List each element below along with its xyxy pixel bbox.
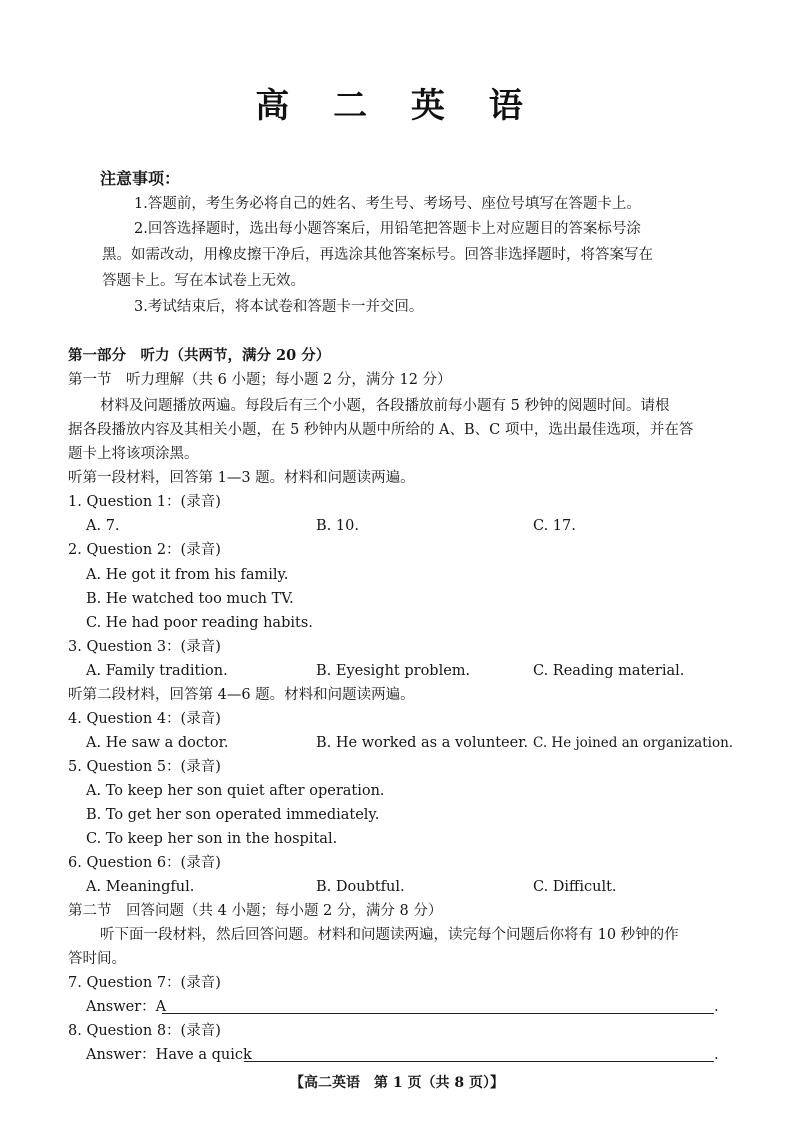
- notice-item-2-line-3: 答题卡上。写在本试卷上无效。: [102, 273, 305, 289]
- part1-heading: 第一部分 听力（共两节，满分 20 分）: [68, 347, 331, 364]
- question-3-option-a: A. Family tradition.: [86, 663, 228, 679]
- question-4-option-c: C. He joined an organization.: [533, 735, 734, 751]
- question-2-option-a: A. He got it from his family.: [86, 567, 289, 583]
- section2-instruction-line-1: 听下面一段材料，然后回答问题。材料和问题读两遍，读完每个问题后你将有 10 秒钟的作: [100, 927, 679, 943]
- section1-instruction-line-1: 材料及问题播放两遍。每段后有三个小题，各段播放前每小题有 5 秒钟的阅题时间。请根: [100, 398, 670, 414]
- notice-item-2-line-2: 黑。如需改动，用橡皮擦干净后，再选涂其他答案标号。回答非选择题时，将答案写在: [102, 247, 653, 263]
- question-8-answer-prefix: Answer：Have a quick: [86, 1047, 252, 1063]
- question-3-option-c: C. Reading material.: [533, 663, 685, 679]
- question-5-option-c: C. To keep her son in the hospital.: [86, 831, 338, 847]
- segment2-instruction: 听第二段材料，回答第 4—6 题。材料和问题读两遍。: [68, 687, 415, 703]
- question-6-option-a: A. Meaningful.: [86, 879, 195, 895]
- question-2-option-c: C. He had poor reading habits.: [86, 615, 313, 631]
- question-7-answer-blank[interactable]: [162, 999, 714, 1014]
- question-3-option-b: B. Eyesight problem.: [316, 663, 471, 679]
- question-1-option-a: A. 7.: [86, 518, 120, 534]
- question-5-option-a: A. To keep her son quiet after operation.: [86, 783, 385, 799]
- question-7-answer-prefix: Answer：A: [86, 999, 167, 1015]
- notice-item-2-line-1: 2.回答选择题时，选出每小题答案后，用铅笔把答题卡上对应题目的答案标号涂: [134, 221, 641, 237]
- section1-heading: 第一节 听力理解（共 6 小题；每小题 2 分，满分 12 分）: [68, 372, 452, 388]
- question-8-period: .: [714, 1047, 719, 1063]
- question-1-option-b: B. 10.: [316, 518, 359, 534]
- question-2-option-b: B. He watched too much TV.: [86, 591, 294, 607]
- question-1-stem: 1. Question 1：(录音): [68, 494, 221, 510]
- question-8-stem: 8. Question 8：(录音): [68, 1023, 221, 1039]
- section2-instruction-line-2: 答时间。: [68, 951, 126, 967]
- segment1-instruction: 听第一段材料，回答第 1—3 题。材料和问题读两遍。: [68, 470, 415, 486]
- notice-item-3: 3.考试结束后，将本试卷和答题卡一并交回。: [134, 299, 424, 315]
- question-7-stem: 7. Question 7：(录音): [68, 975, 221, 991]
- notice-heading: 注意事项：: [100, 169, 181, 188]
- question-3-stem: 3. Question 3：(录音): [68, 639, 221, 655]
- question-6-stem: 6. Question 6：(录音): [68, 855, 221, 871]
- section2-heading: 第二节 回答问题（共 4 小题；每小题 2 分，满分 8 分）: [68, 903, 443, 919]
- question-8-answer-blank[interactable]: [244, 1047, 714, 1062]
- question-5-option-b: B. To get her son operated immediately.: [86, 807, 380, 823]
- question-6-option-b: B. Doubtful.: [316, 879, 405, 895]
- question-4-option-b: B. He worked as a volunteer.: [316, 735, 529, 751]
- question-2-stem: 2. Question 2：(录音): [68, 542, 221, 558]
- question-6-option-c: C. Difficult.: [533, 879, 617, 895]
- section1-instruction-line-3: 题卡上将该项涂黑。: [68, 446, 199, 462]
- question-7-period: .: [714, 999, 719, 1015]
- notice-item-1: 1.答题前，考生务必将自己的姓名、考生号、考场号、座位号填写在答题卡上。: [134, 196, 641, 212]
- section1-instruction-line-2: 据各段播放内容及其相关小题，在 5 秒钟内从题中所给的 A、B、C 项中，选出最佳选项，并在答: [68, 422, 694, 438]
- question-4-option-a: A. He saw a doctor.: [86, 735, 229, 751]
- page-footer: 【高二英语 第 1 页（共 8 页）】: [290, 1075, 504, 1091]
- question-4-stem: 4. Question 4：(录音): [68, 711, 221, 727]
- question-1-option-c: C. 17.: [533, 518, 576, 534]
- page-title: 高 二 英 语: [255, 86, 539, 126]
- question-5-stem: 5. Question 5：(录音): [68, 759, 221, 775]
